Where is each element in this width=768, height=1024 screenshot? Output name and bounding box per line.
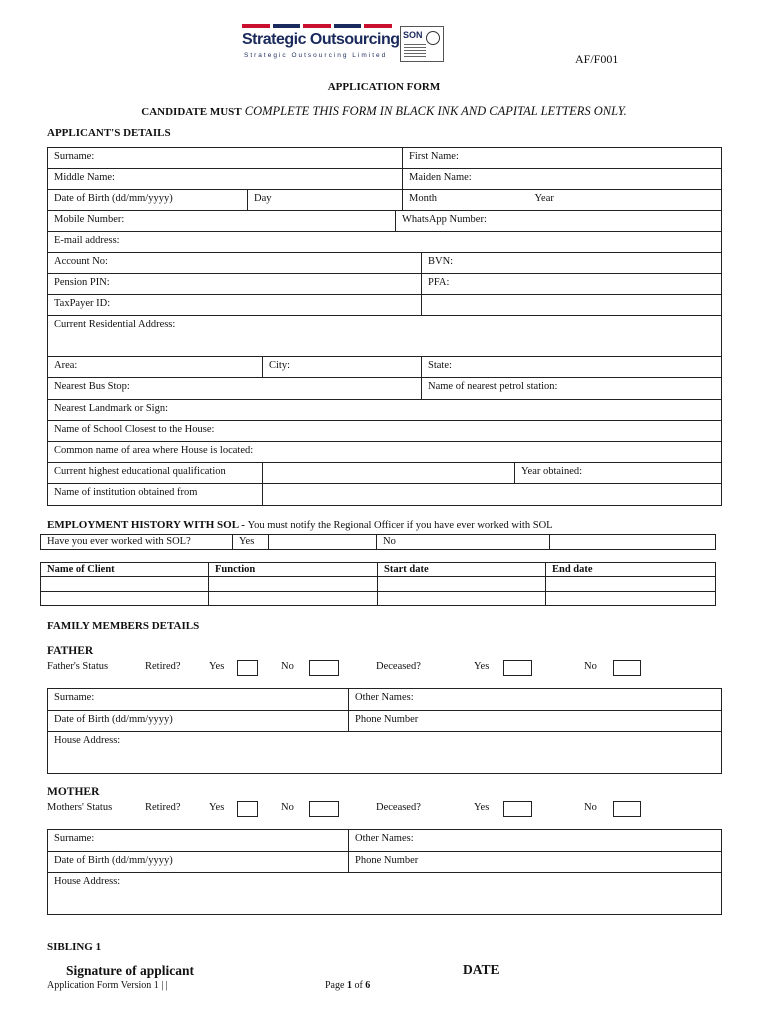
address-field[interactable]: Current Residential Address: bbox=[48, 316, 722, 357]
table-row bbox=[48, 169, 722, 190]
page-of: of bbox=[354, 980, 363, 991]
table-row bbox=[41, 592, 716, 606]
logo-color-bars bbox=[242, 24, 392, 28]
table-row bbox=[48, 148, 722, 169]
worked-no-option[interactable]: No bbox=[377, 535, 550, 550]
instruction-bold: CANDIDATE MUST bbox=[141, 106, 242, 118]
date-label: DATE bbox=[463, 962, 500, 977]
logo-bar bbox=[273, 24, 301, 28]
seal-text: SON bbox=[403, 30, 423, 40]
father-surname-field[interactable]: Surname: bbox=[48, 689, 349, 711]
function-cell[interactable] bbox=[209, 577, 378, 592]
pfa-field[interactable]: PFA: bbox=[422, 274, 722, 295]
table-row bbox=[48, 357, 722, 378]
page-total: 6 bbox=[365, 980, 371, 991]
table-row bbox=[48, 830, 722, 852]
dob-day-field[interactable]: Day bbox=[248, 190, 403, 211]
whatsapp-field[interactable]: WhatsApp Number: bbox=[396, 211, 722, 232]
father-deceased-label: Deceased? bbox=[376, 661, 421, 672]
instruction bbox=[0, 104, 768, 119]
common-area-name-field[interactable]: Common name of area where House is located: bbox=[48, 442, 722, 463]
table-row bbox=[48, 274, 722, 295]
table-row bbox=[48, 442, 722, 463]
father-deceased-yes-checkbox[interactable] bbox=[503, 660, 532, 676]
table-row bbox=[48, 484, 722, 506]
table-row bbox=[41, 535, 716, 550]
mobile-field[interactable]: Mobile Number: bbox=[48, 211, 396, 232]
dob-year-label: Year bbox=[534, 193, 554, 204]
logo-bar bbox=[242, 24, 270, 28]
logo-bar bbox=[334, 24, 362, 28]
father-retired-yes-checkbox[interactable] bbox=[237, 660, 258, 676]
sibling-heading: SIBLING 1 bbox=[47, 941, 102, 953]
page-prefix: Page bbox=[325, 980, 345, 991]
dob-label: Date of Birth (dd/mm/yyyy) bbox=[48, 190, 248, 211]
worked-yes-option[interactable]: Yes bbox=[233, 535, 269, 550]
page-title: APPLICATION FORM bbox=[327, 81, 441, 93]
mother-retired-yes-label: Yes bbox=[209, 802, 225, 813]
col-end-date: End date bbox=[546, 563, 716, 577]
table-row bbox=[48, 232, 722, 253]
footer-version: Application Form Version 1 | | bbox=[47, 980, 168, 991]
start-date-cell[interactable] bbox=[378, 577, 546, 592]
mother-address-field[interactable]: House Address: bbox=[48, 873, 722, 915]
employment-table bbox=[40, 562, 716, 606]
table-row bbox=[48, 689, 722, 711]
father-retired-no-label: No bbox=[281, 661, 294, 672]
client-cell[interactable] bbox=[41, 577, 209, 592]
father-other-names-field[interactable]: Other Names: bbox=[349, 689, 722, 711]
applicant-heading: APPLICANT'S DETAILS bbox=[47, 127, 171, 139]
qualification-label: Current highest educational qualification bbox=[48, 463, 263, 484]
bus-stop-field[interactable]: Nearest Bus Stop: bbox=[48, 378, 422, 400]
mother-dob-field[interactable]: Date of Birth (dd/mm/yyyy) bbox=[48, 852, 349, 873]
client-cell[interactable] bbox=[41, 592, 209, 606]
email-field[interactable]: E-mail address: bbox=[48, 232, 722, 253]
logo-tagline: Strategic Outsourcing Limited bbox=[244, 52, 388, 59]
function-cell[interactable] bbox=[209, 592, 378, 606]
father-status-label: Father's Status bbox=[47, 661, 109, 672]
seal-lines bbox=[404, 44, 426, 58]
area-field[interactable]: Area: bbox=[48, 357, 263, 378]
table-row bbox=[48, 463, 722, 484]
petrol-station-field[interactable]: Name of nearest petrol station: bbox=[422, 378, 722, 400]
year-obtained-field[interactable]: Year obtained: bbox=[515, 463, 722, 484]
mother-deceased-label: Deceased? bbox=[376, 802, 421, 813]
landmark-field[interactable]: Nearest Landmark or Sign: bbox=[48, 400, 722, 421]
table-row bbox=[48, 295, 722, 316]
institution-label: Name of institution obtained from bbox=[48, 484, 263, 506]
mother-deceased-no-label: No bbox=[584, 802, 597, 813]
footer-page bbox=[325, 980, 370, 991]
worked-yes-box[interactable] bbox=[269, 535, 377, 550]
dob-month-field[interactable]: Month bbox=[403, 190, 515, 211]
father-deceased-no-checkbox[interactable] bbox=[613, 660, 641, 676]
col-client: Name of Client bbox=[41, 563, 209, 577]
mother-deceased-no-checkbox[interactable] bbox=[613, 801, 641, 817]
applicant-table bbox=[47, 147, 722, 506]
father-retired-yes-label: Yes bbox=[209, 661, 225, 672]
dob-year-field[interactable] bbox=[515, 190, 722, 211]
surname-field[interactable]: Surname: bbox=[48, 148, 403, 169]
sol-question-table bbox=[40, 534, 716, 550]
col-start-date: Start date bbox=[378, 563, 546, 577]
table-row bbox=[48, 190, 722, 211]
table-row bbox=[48, 852, 722, 873]
table-row bbox=[48, 421, 722, 442]
father-address-field[interactable]: House Address: bbox=[48, 732, 722, 774]
mother-retired-yes-checkbox[interactable] bbox=[237, 801, 258, 817]
family-heading: FAMILY MEMBERS DETAILS bbox=[47, 620, 200, 632]
father-retired-no-checkbox[interactable] bbox=[309, 660, 339, 676]
institution-input[interactable] bbox=[263, 484, 722, 506]
mother-retired-no-checkbox[interactable] bbox=[309, 801, 339, 817]
son-seal-icon bbox=[400, 26, 444, 62]
table-row bbox=[48, 253, 722, 274]
state-field[interactable]: State: bbox=[422, 357, 722, 378]
middle-name-field[interactable]: Middle Name: bbox=[48, 169, 403, 190]
end-date-cell[interactable] bbox=[546, 592, 716, 606]
mother-deceased-yes-checkbox[interactable] bbox=[503, 801, 532, 817]
mother-other-names-field[interactable]: Other Names: bbox=[349, 830, 722, 852]
worked-no-box[interactable] bbox=[550, 535, 716, 550]
logo-bar bbox=[303, 24, 331, 28]
father-table bbox=[47, 688, 722, 774]
mother-deceased-yes-label: Yes bbox=[474, 802, 490, 813]
table-row bbox=[48, 732, 722, 774]
instruction-italic: COMPLETE THIS FORM IN BLACK INK AND CAPITAL LETTERS ONLY. bbox=[244, 104, 627, 118]
worked-with-sol-question: Have you ever worked with SOL? bbox=[41, 535, 233, 550]
mother-surname-field[interactable]: Surname: bbox=[48, 830, 349, 852]
company-logo bbox=[242, 24, 447, 66]
qualification-input[interactable] bbox=[263, 463, 515, 484]
bvn-field[interactable]: BVN: bbox=[422, 253, 722, 274]
taxpayer-id-value[interactable] bbox=[422, 295, 722, 316]
city-field[interactable]: City: bbox=[263, 357, 422, 378]
seal-emblem-icon bbox=[426, 31, 440, 45]
table-header-row bbox=[41, 563, 716, 577]
mother-table bbox=[47, 829, 722, 915]
table-row bbox=[41, 577, 716, 592]
page-number: 1 bbox=[346, 980, 352, 991]
table-row bbox=[48, 316, 722, 357]
table-row bbox=[48, 400, 722, 421]
mother-retired-no-label: No bbox=[281, 802, 294, 813]
mother-status-label: Mothers' Status bbox=[47, 802, 113, 813]
father-dob-field[interactable]: Date of Birth (dd/mm/yyyy) bbox=[48, 711, 349, 732]
signature-label: Signature of applicant bbox=[66, 963, 195, 978]
logo-bar bbox=[364, 24, 392, 28]
school-field[interactable]: Name of School Closest to the House: bbox=[48, 421, 722, 442]
table-row bbox=[48, 873, 722, 915]
table-row bbox=[48, 211, 722, 232]
father-deceased-yes-label: Yes bbox=[474, 661, 490, 672]
mother-phone-field[interactable]: Phone Number bbox=[349, 852, 722, 873]
table-row bbox=[48, 378, 722, 400]
employment-heading bbox=[47, 519, 553, 531]
mother-heading: MOTHER bbox=[47, 786, 100, 798]
father-heading: FATHER bbox=[47, 645, 94, 657]
first-name-field[interactable]: First Name: bbox=[403, 148, 722, 169]
account-field[interactable]: Account No: bbox=[48, 253, 422, 274]
col-function: Function bbox=[209, 563, 378, 577]
end-date-cell[interactable] bbox=[546, 577, 716, 592]
father-retired-label: Retired? bbox=[145, 661, 181, 672]
maiden-name-field[interactable]: Maiden Name: bbox=[403, 169, 722, 190]
employment-heading-text: EMPLOYMENT HISTORY WITH SOL - bbox=[47, 519, 245, 531]
table-row bbox=[48, 711, 722, 732]
form-code: AF/F001 bbox=[575, 52, 619, 66]
logo-name: Strategic Outsourcing bbox=[242, 31, 400, 48]
employment-note: You must notify the Regional Officer if you have ever worked with SOL bbox=[247, 520, 553, 531]
pension-pin-field[interactable]: Pension PIN: bbox=[48, 274, 422, 295]
mother-retired-label: Retired? bbox=[145, 802, 181, 813]
taxpayer-id-field[interactable]: TaxPayer ID: bbox=[48, 295, 422, 316]
father-deceased-no-label: No bbox=[584, 661, 597, 672]
start-date-cell[interactable] bbox=[378, 592, 546, 606]
father-phone-field[interactable]: Phone Number bbox=[349, 711, 722, 732]
